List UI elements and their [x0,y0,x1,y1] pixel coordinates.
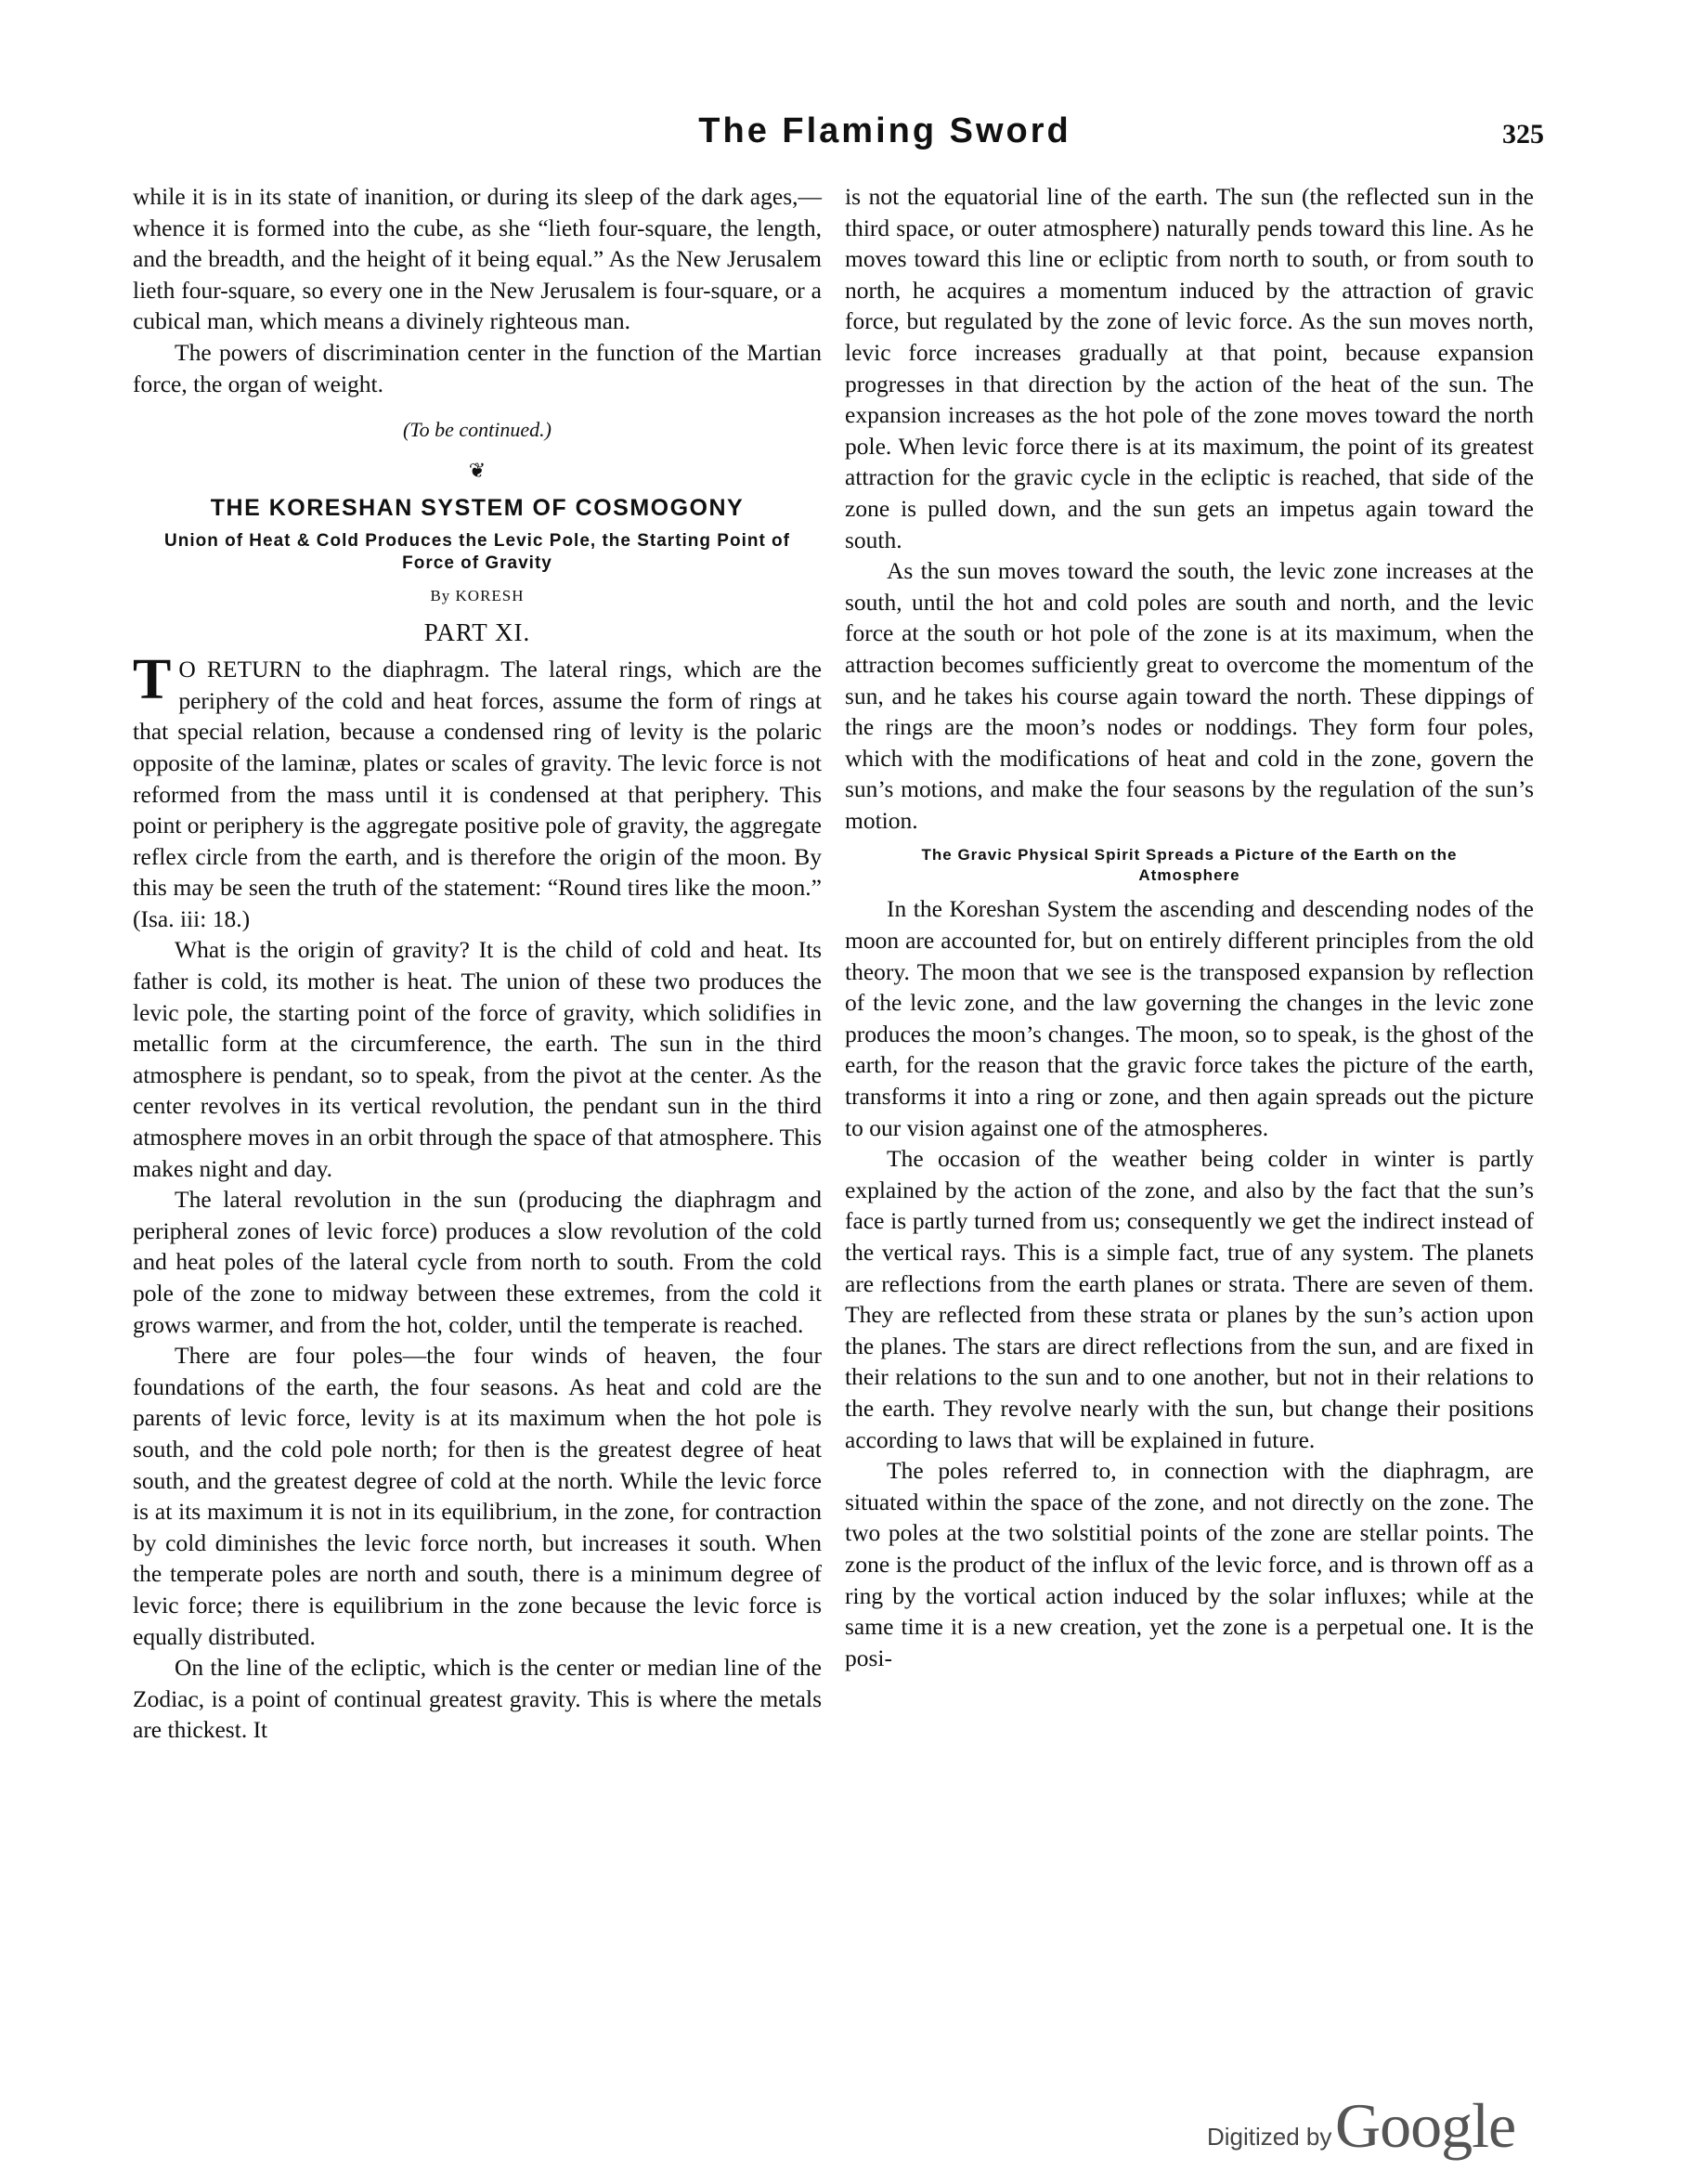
paragraph: There are four poles—the four winds of heaven, the four foundations of the earth, the four seasons. As heat and cold are the parents of levic force, levity is at its maximum when the hot pole is south, and the cold pole north; for then is the greatest degree of heat south, and the greatest degree of cold at the north. While the levic force is at its maximum it is not in its equilibrium, in the zone, for contraction by cold diminishes the levic force north, but increases it south. When the temperate poles are north and south, there is a minimum degree of levic force; there is equilibrium in the zone because the levic force is equally distributed. [133,1342,822,1650]
paragraph [133,648,822,934]
byline: By KORESH [430,586,525,604]
paragraph-text: O RETURN to the diaphragm. The lateral rings, which are the periphery of the cold and heat forces, assume the form of rings at that special relation, because a condensed ring of levity is the polaric opposite of the laminæ, plates or scales of gravity. The levic force is not reformed from the mass until it is condensed at that periphery. This point or periphery is the aggregate positive pole of gravity, the aggregate reflex circle from the earth, and is therefore the origin of the moon. By this may be seen the truth of the statement: “Round tires like the moon.” (Isa. iii: 18.) [133,656,822,932]
fleuron-ornament: ❦ [468,458,487,482]
paragraph: In the Koreshan System the ascending and descending nodes of the moon are accounted for, but on entirely different principles from the old theory. The moon that we see is the transposed expansion by reflection of the levic zone, and the law governing the changes in the levic zone produces the moon’s changes. The moon, so to speak, is the ghost of the earth, for the reason that the gravic force takes the picture of the earth, transforms it into a ring or zone, and then again spreads out the picture to our vision against one of the atmospheres. [845,895,1534,1141]
part-heading: PART XI. [423,618,531,646]
paragraph: What is the origin of gravity? It is the child of cold and heat. Its father is cold, its mother is heat. The union of these two produces the levic pole, the starting point of the force of gravity, which solidifies in metallic form at the circumference, the earth. The sun in the third atmosphere is pendant, so to speak, from the pivot at the center. As the center revolves in its vertical revolution, the pendant sun in the third atmosphere moves in an orbit through the space of that atmosphere. This makes night and day. [133,936,822,1182]
page-header [133,111,1544,167]
article-subtitle: Union of Heat & Cold Produces the Levic Pole, the Starting Point of Force of Gravity [164,530,790,573]
paragraph: The powers of discrimination center in the function of the Martian force, the organ of weight. [133,338,822,397]
digitized-watermark [1207,2089,1541,2164]
paragraph: As the sun moves toward the south, the levic zone increases at the south, until the hot and cold poles are south and north, and the levic force at the south or hot pole of the zone is at its maximum, when the attraction becomes sufficiently great to overcome the momentum of the sun, and he takes his course again toward the north. These dippings of the rings are the moon’s nodes or noddings. They form four poles, which with the modifications of heat and cold in the zone, govern the sun’s motions, and make the four seasons by the regulation of the sun’s motion. [845,557,1534,834]
paragraph: On the line of the ecliptic, which is the center or median line of the Zodiac, is a point of continual greatest gravity. This is where the metals are thickest. It [133,1654,822,1744]
article-title: THE KORESHAN SYSTEM OF COSMOGONY [210,495,745,522]
paragraph: The lateral revolution in the sun (producing the diaphragm and peripheral zones of levic force) produces a slow revolution of the cold and heat poles of the lateral cycle from north to south. From the cold pole of the zone to midway between these extremes, from the cold it grows warmer, and from the hot, colder, until the temperate is reached. [133,1186,822,1338]
paragraph: The poles referred to, in connection with the diaphragm, are situated within the space of the zone, and not directly on the zone. The two poles at the two solstitial points of the zone are stellar points. The zone is the product of the influx of the levic force, and is thrown off as a ring by the vortical action induced by the solar influxes; while at the same time it is a new creation, yet the zone is a perpetual one. It is the posi- [845,1457,1534,1671]
drop-cap: T [133,648,172,712]
page-number: 325 [1502,119,1544,150]
right-column [845,181,1534,1673]
section-heading: The Gravic Physical Spirit Spreads a Picture of the Earth on the Atmosphere [921,846,1458,885]
continued-note: (To be continued.) [403,418,552,442]
paragraph: is not the equatorial line of the earth. The sun (the reflected sun in the third space, or outer atmosphere) naturally pends toward this line. As he moves toward this line or ecliptic from north to south, or from south to north, he acquires a momentum induced by the attraction of gravic force, but regulated by the zone of levic force. As the sun moves north, levic force increases gradually at that point, because expansion progresses in that direction by the action of the heat of the sun. The expansion increases as the hot pole of the zone moves toward the north pole. When levic force there is at its maximum, the point of its greatest attraction for the gravic cycle in the ecliptic is reached, that side of the zone is pulled down, and the sun gets an impetus again toward the south. [845,183,1534,553]
paragraph: The occasion of the weather being colder in winter is partly explained by the action of the zone, and also by the fact that the sun’s face is partly turned from us; consequently we get the indirect instead of the vertical rays. This is a simple fact, true of any system. The planets are reflections from the earth planes or strata. There are seven of them. They are reflected from these strata or planes by the sun’s action upon the planes. The stars are direct reflections from the sun, and are fixed in their relations to the sun and to one another, but not in their relations to the earth. They revolve nearly with the sun, but change their positions according to laws that will be explained in future. [845,1145,1534,1453]
running-title: The Flaming Sword [698,111,1071,150]
paragraph: while it is in its state of inanition, or during its sleep of the dark ages,—whence it is formed into the cube, as she “lieth four-square, the length, and the breadth, and the height of it being equal.” As the New Jerusalem lieth four-square, so every one in the New Jerusalem is four-square, or a cubical man, which means a divinely righteous man. [133,183,822,335]
google-logo: Google [1335,2090,1516,2161]
digitized-label: Digitized by [1207,2123,1332,2151]
left-column [133,181,822,1746]
